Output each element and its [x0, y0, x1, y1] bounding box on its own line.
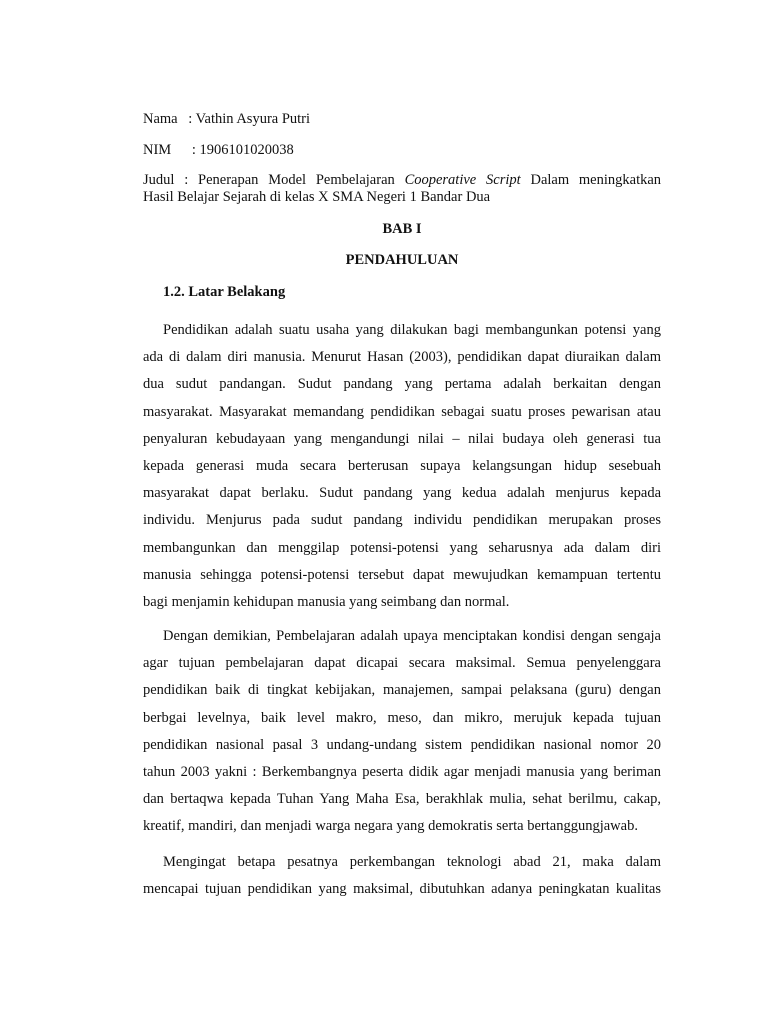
section-heading: 1.2. Latar Belakang — [163, 284, 286, 300]
paragraph-line: tahun 2003 yakni : Berkembangnya peserta didik agar menjadi manusia yang beriman — [143, 764, 661, 781]
document-page — [143, 0, 661, 1024]
paragraph-line: ada di dalam diri manusia. Menurut Hasan (2003), pendidikan dapat diuraikan dalam — [143, 349, 661, 366]
nim-row — [143, 142, 661, 159]
judul-line-1 — [143, 172, 661, 189]
paragraph-line: penyaluran kebudayaan yang mengandungi nilai – nilai budaya oleh generasi tua — [143, 430, 661, 447]
paragraph-line: kreatif, mandiri, dan menjadi warga negara yang demokratis serta bertanggungjawab. — [143, 818, 638, 835]
chapter-title: PENDAHULUAN — [345, 252, 459, 268]
paragraph-2 — [143, 623, 661, 841]
nama-label: Nama — [143, 111, 178, 127]
paragraph-line: manusia sehingga potensi-potensi tersebut dapat mewujudkan kemampuan tertentu — [143, 566, 661, 583]
judul-italic: Cooperative Script — [404, 172, 521, 188]
paragraph-line: kepada generasi muda secara berterusan supaya kelangsungan hidup sesebuah — [143, 458, 661, 475]
judul-suffix: Dalam meningkatkan — [530, 172, 662, 188]
judul-row — [143, 172, 661, 206]
paragraph-3 — [143, 849, 661, 903]
paragraph-line: membangunkan dan menggilap potensi-potensi yang seharusnya ada dalam diri — [143, 539, 661, 556]
judul-prefix: : Penerapan Model Pembelajaran — [184, 172, 395, 188]
chapter-heading: BAB I — [382, 221, 422, 237]
paragraph-1 — [143, 317, 661, 616]
judul-label: Judul — [143, 172, 175, 188]
paragraph-line: masyarakat. Masyarakat memandang pendidikan sebagai suatu proses pewarisan atau — [143, 403, 661, 420]
judul-line-2: Hasil Belajar Sejarah di kelas X SMA Negeri 1 Bandar Dua — [143, 189, 491, 205]
paragraph-line: dan bertaqwa kepada Tuhan Yang Maha Esa, berakhlak mulia, sehat berilmu, cakap, — [143, 791, 661, 808]
paragraph-line: individu. Menjurus pada sudut pandang individu pendidikan merupakan proses — [143, 512, 661, 529]
paragraph-line: agar tujuan pembelajaran dapat dicapai secara maksimal. Semua penyelenggara — [143, 655, 661, 672]
paragraph-line: pendidikan nasional pasal 3 undang-undang sistem pendidikan nasional nomor 20 — [143, 736, 661, 753]
paragraph-line: dua sudut pandangan. Sudut pandang yang pertama adalah berkaitan dengan — [143, 376, 661, 393]
paragraph-line: Mengingat betapa pesatnya perkembangan teknologi abad 21, maka dalam — [163, 854, 661, 870]
nama-value: : Vathin Asyura Putri — [188, 111, 311, 127]
paragraph-line: Dengan demikian, Pembelajaran adalah upaya menciptakan kondisi dengan sengaja — [163, 628, 661, 644]
paragraph-line: berbgai levelnya, baik level makro, meso, dan mikro, merujuk kepada tujuan — [143, 709, 661, 726]
paragraph-line: Pendidikan adalah suatu usaha yang dilakukan bagi membangunkan potensi yang — [163, 322, 661, 338]
nim-value: : 1906101020038 — [191, 142, 294, 158]
nim-label: NIM — [143, 142, 172, 158]
paragraph-line: masyarakat dapat berlaku. Sudut pandang yang kedua adalah menjurus kepada — [143, 485, 661, 502]
paragraph-line: mencapai tujuan pendidikan yang maksimal, dibutuhkan adanya peningkatan kualitas — [143, 881, 661, 898]
paragraph-line: pendidikan baik di tingkat kebijakan, manajemen, sampai pelaksana (guru) dengan — [143, 682, 661, 699]
nama-row — [143, 111, 661, 128]
paragraph-line: bagi menjamin kehidupan manusia yang seimbang dan normal. — [143, 594, 510, 611]
